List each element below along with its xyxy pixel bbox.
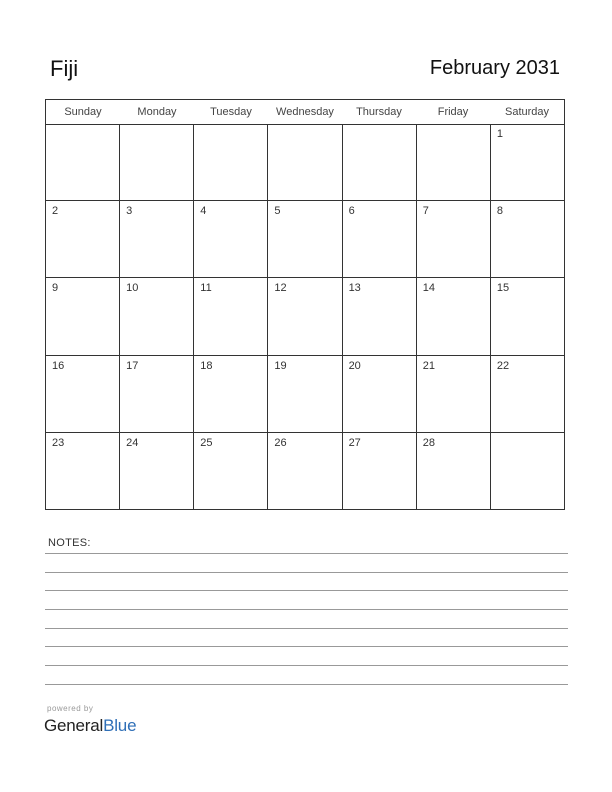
brand-name-first: General [44, 716, 104, 735]
day-cell [343, 201, 417, 277]
day-number: 1 [496, 128, 503, 140]
day-cell [491, 201, 564, 277]
day-cell [46, 124, 120, 200]
calendar-grid [45, 99, 565, 510]
day-number: 23 [52, 436, 65, 449]
weekday-wednesday: Wednesday [276, 106, 334, 118]
day-number: 28 [422, 436, 435, 449]
country-title: Fiji [50, 56, 79, 81]
brand-logo[interactable] [44, 716, 136, 736]
day-number: 25 [200, 436, 213, 449]
note-line [45, 628, 568, 629]
day-number: 14 [422, 282, 435, 295]
day-cell [343, 433, 417, 510]
day-number: 8 [496, 205, 503, 218]
day-cell [120, 201, 194, 277]
day-number: 5 [274, 205, 281, 218]
weekday-saturday: Saturday [504, 106, 550, 118]
day-cell [417, 356, 491, 432]
day-cell [46, 201, 120, 277]
day-number: 16 [52, 359, 65, 372]
weekday-friday: Friday [437, 106, 469, 118]
day-number: 22 [496, 359, 510, 372]
brand-name-second: Blue [103, 716, 137, 735]
notes-label: NOTES: [48, 537, 91, 549]
day-cell [343, 356, 417, 432]
day-cell [194, 356, 268, 432]
day-number: 11 [200, 282, 212, 295]
weekday-thursday: Thursday [356, 106, 402, 118]
day-number: 13 [348, 282, 361, 295]
day-cell [194, 433, 268, 510]
note-line [45, 590, 568, 591]
day-cell [194, 201, 268, 277]
day-cell [343, 124, 417, 200]
day-number: 10 [126, 282, 139, 295]
powered-by-text: powered by [47, 704, 94, 713]
week-row-4 [46, 356, 564, 433]
day-number: 4 [200, 205, 207, 218]
day-cell [268, 278, 342, 354]
day-cell [268, 356, 342, 432]
day-number: 15 [496, 282, 510, 295]
weekday-tuesday: Tuesday [210, 106, 252, 118]
note-line [45, 646, 568, 647]
day-cell [46, 278, 120, 354]
day-cell [46, 433, 120, 510]
day-cell [194, 278, 268, 354]
day-cell [268, 433, 342, 510]
day-cell [46, 356, 120, 432]
day-cell [120, 433, 194, 510]
day-cell [194, 124, 268, 200]
day-cell [491, 433, 564, 510]
month-year-title: February 2031 [429, 57, 560, 79]
day-number: 6 [348, 205, 355, 218]
day-cell [120, 124, 194, 200]
week-row-3 [46, 278, 564, 355]
day-number: 7 [422, 205, 429, 218]
day-cell [417, 124, 491, 200]
day-cell [417, 278, 491, 354]
note-line [45, 684, 568, 685]
weekday-monday: Monday [137, 106, 177, 118]
day-cell [417, 201, 491, 277]
day-number: 2 [52, 205, 59, 218]
note-line [45, 553, 568, 554]
week-row-5 [46, 433, 564, 510]
day-number: 24 [126, 436, 139, 449]
day-number: 20 [348, 359, 361, 372]
day-cell [417, 433, 491, 510]
day-cell [120, 278, 194, 354]
day-number: 12 [274, 282, 287, 295]
weeks-container [46, 124, 564, 510]
weekday-sunday: Sunday [64, 106, 102, 118]
day-number: 26 [274, 436, 287, 449]
note-line [45, 572, 568, 573]
day-number: 3 [126, 205, 133, 218]
day-number: 9 [52, 282, 59, 295]
day-cell [343, 278, 417, 354]
day-cell [268, 201, 342, 277]
weekday-header-row [46, 100, 564, 125]
week-row-1 [46, 124, 564, 201]
day-cell [491, 278, 564, 354]
day-number: 21 [422, 359, 435, 372]
day-number: 17 [126, 359, 139, 372]
day-number: 19 [274, 359, 287, 372]
day-number: 18 [200, 359, 213, 372]
note-line [45, 609, 568, 610]
day-cell [120, 356, 194, 432]
day-cell [491, 356, 564, 432]
week-row-2 [46, 201, 564, 278]
note-line [45, 665, 568, 666]
day-cell [491, 124, 564, 200]
day-number: 27 [348, 436, 361, 449]
day-cell [268, 124, 342, 200]
